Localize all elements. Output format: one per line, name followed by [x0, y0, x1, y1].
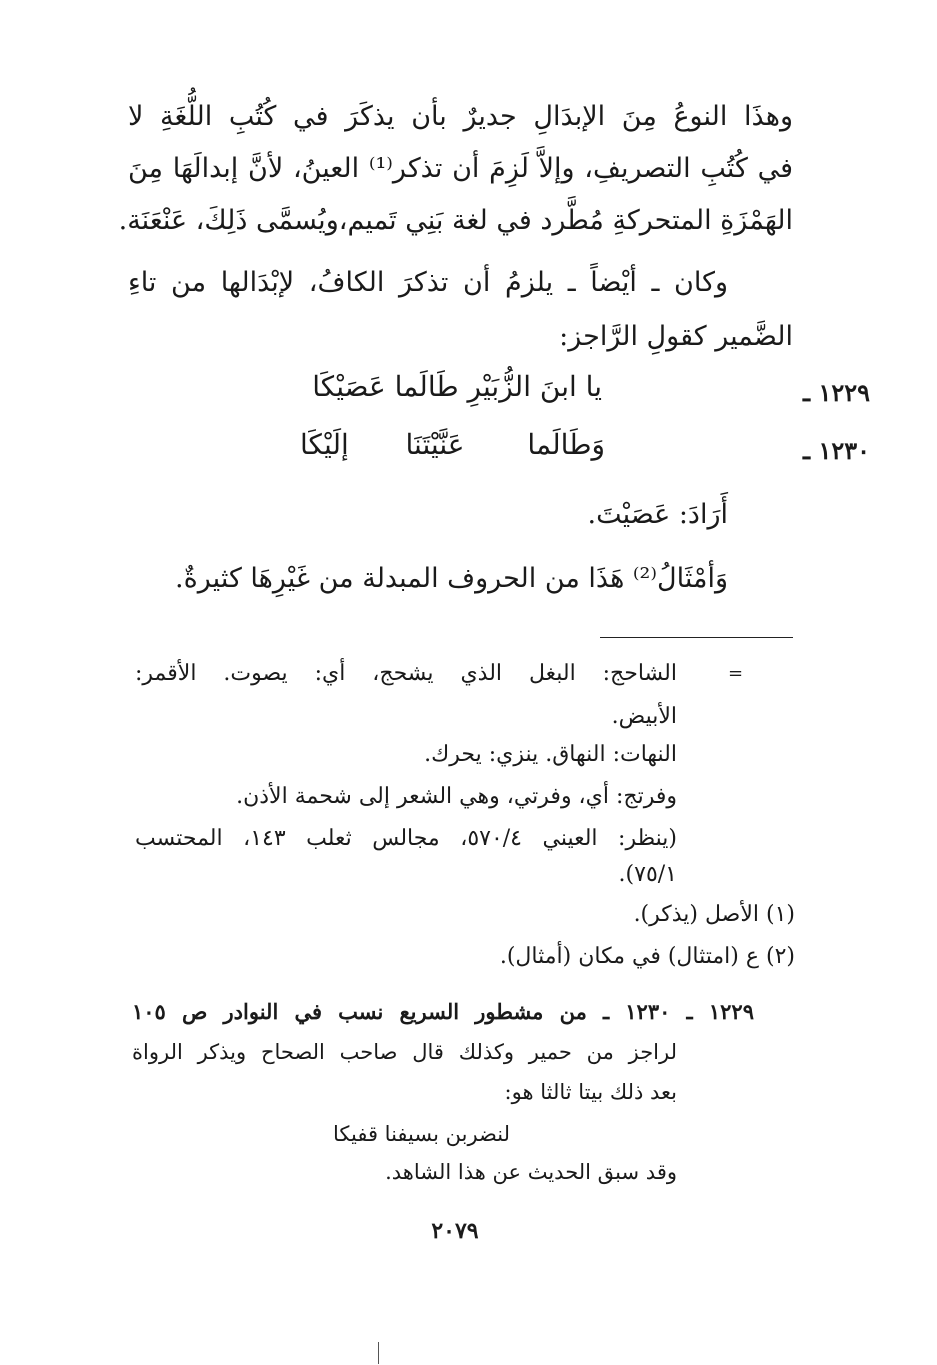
verse-1230-part-1: وَطَالَما [527, 428, 605, 461]
footnote-line-6: ٧٥/١). [618, 862, 677, 887]
verse-number-1229: ١٢٢٩ ـ [803, 378, 870, 407]
main-text-line-3: الهَمْزَةِ المتحركةِ مُطَّرد في لغة بَنِي تَميم،ويُسمَّى ذَلِكَ، عَنْعَنَة. [118, 205, 793, 236]
footnote-line-2: الأبيض. [611, 704, 677, 729]
verse-1230-part-2: عَنَّيْتَنَا [405, 428, 465, 461]
main-text-line-2: في كُتُبِ التصريفِ، وإلاَّ لَزِمَ أن تذكر⁽¹⁾ العينُ، لأنَّ إبدالَهَا مِنَ [128, 153, 794, 184]
main-text-line-4: وكان ـ أيْضاً ـ يلزمُ أن تذكرَ الكافُ، لإبْدَالها من تاءِ [128, 267, 728, 298]
footnote-line-4: وفرتج: أي، وفرتي، وهي الشعر إلى شحمة الأذن. [236, 784, 677, 809]
after-verse-line-2: وَأمْثَالُ⁽²⁾ هَذَا من الحروف المبدلة من غَيْرِهَا كثيرةٌ. [175, 563, 728, 594]
source-note-line-3: بعد ذلك بيتا ثالثا هو: [504, 1080, 677, 1104]
source-note-line-5: وقد سبق الحديث عن هذا الشاهد. [385, 1160, 677, 1184]
verse-number-1230: ١٢٣٠ ـ [803, 436, 870, 465]
source-note-verse: لنضربن بسيفنا قفيكا [333, 1122, 510, 1146]
main-text-line-5: الضَّمير كقولِ الرَّاجز: [559, 321, 793, 352]
footnote-1: (١) الأصل (يذكر). [633, 902, 795, 927]
source-note-line-2: لراجز من حمير وكذلك قال صاحب الصحاح ويذكر الرواة [132, 1040, 677, 1064]
verse-1229-text: يا ابنَ الزُّبَيْرِ طَالَما عَصَيْكَا [312, 370, 602, 403]
footnote-line-3: النهات: النهاق. ينزي: يحرك. [424, 742, 677, 767]
source-note-line-1: ١٢٢٩ ـ ١٢٣٠ ـ من مشطور السريع نسب في النوادر ص ١٠٥ [132, 999, 754, 1024]
main-text-line-1: وهذَا النوعُ مِنَ الإبدَالِ جديرٌ بأن يذكَرَ في كُتُبِ اللُّغَةِ لا [128, 101, 793, 132]
footnote-continuation-mark: = [728, 663, 744, 684]
footnote-line-1: الشاحج: البغل الذي يشحج، أي: يصوت. الأقمر: [135, 661, 677, 686]
page-number: ٢٠٧٩ [431, 1218, 479, 1244]
verse-1230-part-3: إلَيْكَا [300, 428, 349, 461]
footnote-2: (٢) ع (امتثال) في مكان (أمثال). [499, 944, 795, 969]
footnote-line-5: (ينظر: العيني ٥٧٠/٤، مجالس ثعلب ١٤٣، المحتسب [135, 826, 677, 851]
footnote-separator [600, 637, 793, 638]
after-verse-line-1: أَرَادَ: عَصَيْتَ. [587, 499, 728, 530]
page-edge-mark [378, 1342, 379, 1364]
